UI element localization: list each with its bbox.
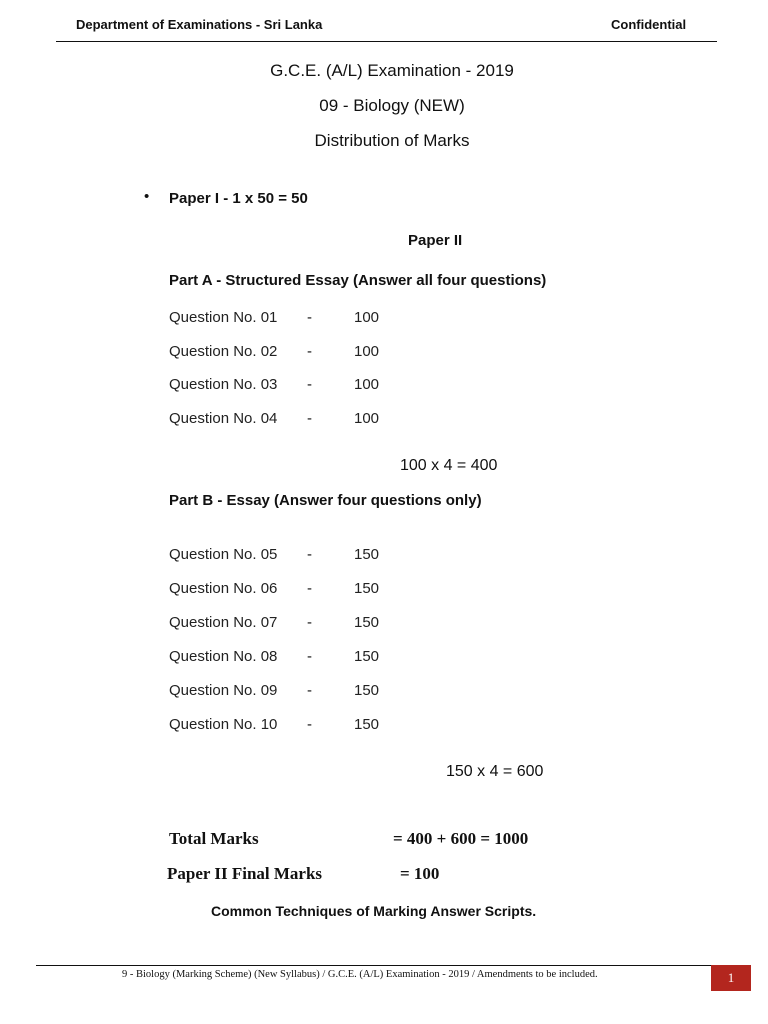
question-dash: - bbox=[307, 648, 312, 665]
question-dash: - bbox=[307, 546, 312, 563]
question-label: Question No. 08 bbox=[169, 648, 278, 665]
question-label: Question No. 07 bbox=[169, 614, 278, 631]
question-marks: 150 bbox=[354, 648, 380, 665]
question-marks: 150 bbox=[354, 682, 380, 699]
page-number-badge bbox=[711, 965, 751, 991]
question-label: Question No. 09 bbox=[169, 682, 278, 699]
part-b-heading: Part B - Essay (Answer four questions only) bbox=[169, 492, 482, 509]
question-dash: - bbox=[307, 343, 312, 360]
question-marks: 100 bbox=[354, 376, 380, 393]
footer-text: 9 - Biology (Marking Scheme) (New Syllabus) / G.C.E. (A/L) Examination - 2019 / Amendments to be included. bbox=[122, 969, 598, 980]
question-marks: 100 bbox=[354, 309, 380, 326]
question-marks: 150 bbox=[354, 614, 380, 631]
total-marks-label: Total Marks bbox=[169, 829, 259, 848]
part-a-subtotal: 100 x 4 = 400 bbox=[400, 457, 498, 474]
question-label: Question No. 06 bbox=[169, 580, 278, 597]
final-marks-value: = 100 bbox=[400, 864, 440, 883]
header-department: Department of Examinations - Sri Lanka bbox=[76, 17, 323, 32]
question-label: Question No. 04 bbox=[169, 410, 278, 427]
paper1-line: Paper I - 1 x 50 = 50 bbox=[169, 190, 308, 207]
final-marks-label: Paper II Final Marks bbox=[167, 864, 323, 883]
paper2-heading: Paper II bbox=[408, 232, 463, 249]
question-dash: - bbox=[307, 309, 312, 326]
question-marks: 150 bbox=[354, 580, 380, 597]
question-marks: 100 bbox=[354, 410, 380, 427]
question-label: Question No. 02 bbox=[169, 343, 278, 360]
page-number: 1 bbox=[727, 970, 735, 985]
header-confidential: Confidential bbox=[611, 17, 687, 32]
question-marks: 150 bbox=[354, 546, 380, 563]
question-marks: 150 bbox=[354, 716, 380, 733]
question-label: Question No. 03 bbox=[169, 376, 278, 393]
question-dash: - bbox=[307, 614, 312, 631]
total-marks-value: = 400 + 600 = 1000 bbox=[393, 829, 529, 848]
question-dash: - bbox=[307, 682, 312, 699]
question-dash: - bbox=[307, 376, 312, 393]
part-a-heading: Part A - Structured Essay (Answer all four questions) bbox=[169, 272, 547, 289]
header-rule bbox=[56, 41, 717, 42]
exam-title: G.C.E. (A/L) Examination - 2019 bbox=[270, 61, 514, 80]
paper1-bullet: • bbox=[144, 188, 150, 205]
footer-rule bbox=[36, 965, 711, 966]
question-label: Question No. 10 bbox=[169, 716, 278, 733]
question-dash: - bbox=[307, 716, 312, 733]
question-label: Question No. 01 bbox=[169, 309, 278, 326]
marking-techniques-heading: Common Techniques of Marking Answer Scripts. bbox=[211, 903, 537, 919]
question-dash: - bbox=[307, 410, 312, 427]
subject-title: 09 - Biology (NEW) bbox=[319, 96, 465, 115]
question-label: Question No. 05 bbox=[169, 546, 278, 563]
part-b-subtotal: 150 x 4 = 600 bbox=[446, 763, 544, 780]
question-marks: 100 bbox=[354, 343, 380, 360]
question-dash: - bbox=[307, 580, 312, 597]
distribution-title: Distribution of Marks bbox=[314, 131, 470, 150]
